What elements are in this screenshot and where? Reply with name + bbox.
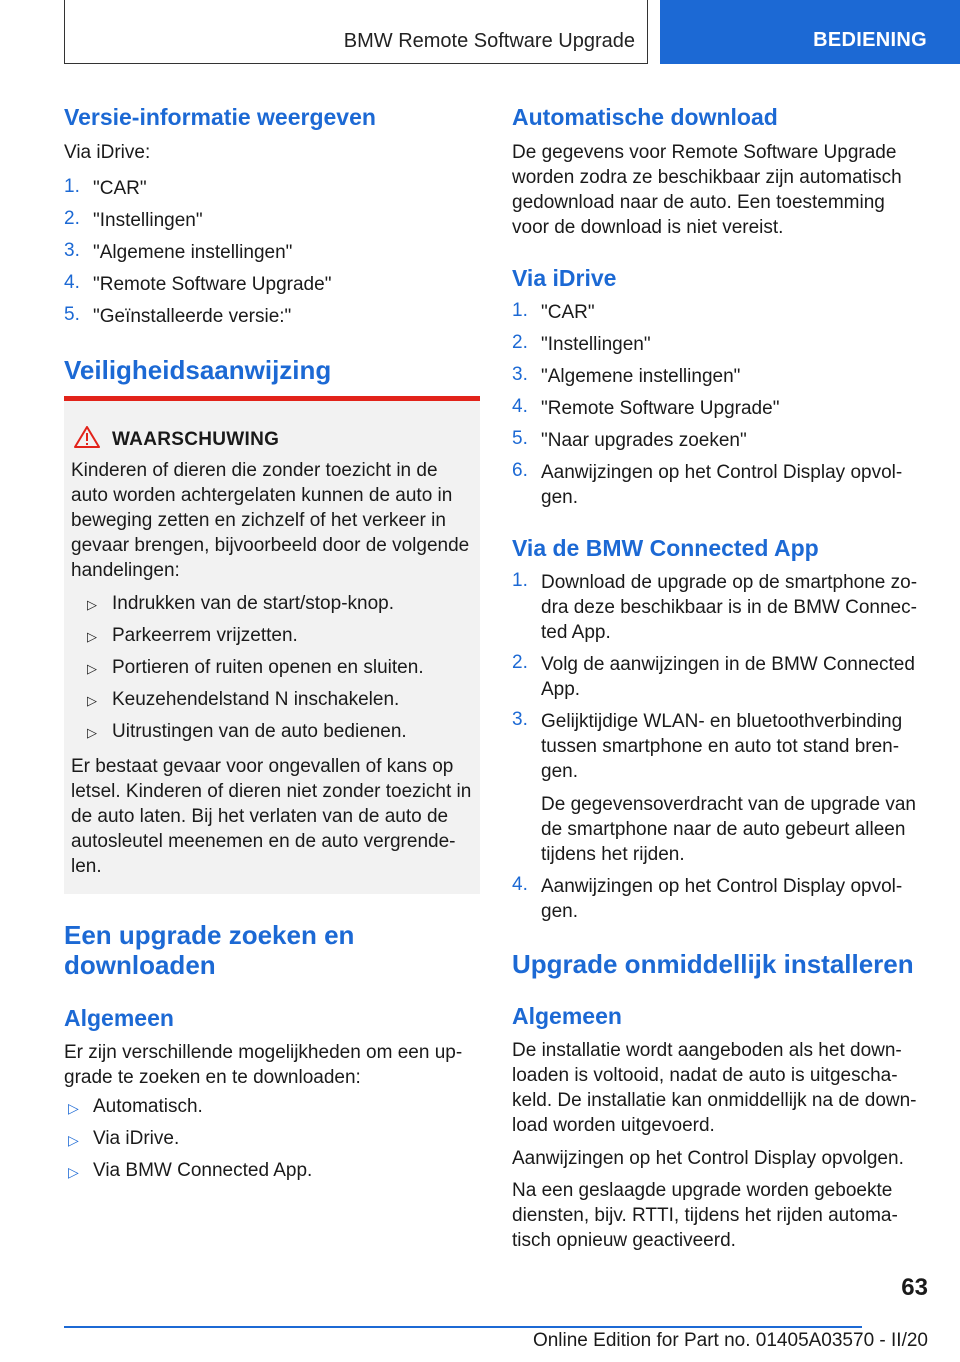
step-text: "CAR" <box>541 302 595 323</box>
intro-text: Via iDrive: <box>64 142 151 163</box>
list-item <box>71 721 474 746</box>
footer-edition: Online Edition for Part no. 01405A03570 - II/20 <box>532 1330 928 1351</box>
step-number: 4. <box>512 874 528 895</box>
list-item <box>64 1160 480 1185</box>
triangle-bullet-icon: ▷ <box>87 725 97 740</box>
heading-safety: Veiligheidsaanwijzing <box>64 355 332 385</box>
list-item <box>71 593 474 618</box>
heading-search-upgrade: Een upgrade zoeken en downloaden <box>64 920 355 980</box>
install-text-1: De installatie wordt aangeboden als het down-loaden is voltooid, nadat de auto is uitgescha-keld. De installatie kan onmiddellijk na de down-load worden uitgevoerd. <box>512 1040 917 1136</box>
list-item <box>71 689 474 714</box>
list-item <box>64 272 480 297</box>
subheading-general: Algemeen <box>64 1005 174 1031</box>
warning-triangle-icon <box>74 426 100 448</box>
step-text: "Remote Software Upgrade" <box>93 274 332 295</box>
triangle-bullet-icon: ▷ <box>87 693 97 708</box>
step-text: Download de upgrade op de smartphone zo-dra deze beschikbaar is in de BMW Connec-ted App. <box>541 572 918 643</box>
header-title-box <box>64 0 648 64</box>
triangle-bullet-icon: ▷ <box>68 1164 79 1180</box>
list-item <box>512 652 920 702</box>
step-text: Volg de aanwijzingen in de BMW Connected App. <box>541 654 915 700</box>
bullet-text: Keuzehendelstand N inschakelen. <box>112 689 400 710</box>
heading-connected-app: Via de BMW Connected App <box>512 535 819 561</box>
list-item <box>512 874 920 924</box>
list-item <box>64 304 480 329</box>
bullet-text: Portieren of ruiten openen en sluiten. <box>112 657 424 678</box>
warning-title: WAARSCHUWING <box>112 429 280 450</box>
section-tab <box>660 0 960 64</box>
list-item <box>64 1096 480 1121</box>
warning-footer: Er bestaat gevaar voor ongevallen of kans op letsel. Kinderen of dieren niet zonder toezicht in de auto laten. Bij het verlaten van de auto de autosleutel meenemen en de auto vergrende-len. <box>71 756 472 877</box>
triangle-bullet-icon: ▷ <box>87 597 97 612</box>
subheading-general: Algemeen <box>512 1003 622 1029</box>
warning-box <box>64 396 480 894</box>
list-item <box>512 300 920 325</box>
step-text: "Remote Software Upgrade" <box>541 398 780 419</box>
list-item <box>512 396 920 421</box>
page-number: 63 <box>901 1274 928 1301</box>
step-number: 2. <box>64 208 80 229</box>
heading-version-info: Versie-informatie weergeven <box>64 104 376 130</box>
step-text: "Instellingen" <box>93 210 203 231</box>
step-number: 1. <box>64 176 80 197</box>
heading-install-now: Upgrade onmiddellijk installeren <box>512 949 914 979</box>
step-number: 2. <box>512 652 528 673</box>
bullet-text: Indrukken van de start/stop-knop. <box>112 593 394 614</box>
step-number: 1. <box>512 570 528 591</box>
step-text: "CAR" <box>93 178 147 199</box>
general-text: Er zijn verschillende mogelijkheden om een up-grade te zoeken en te downloaden: <box>64 1042 463 1088</box>
triangle-bullet-icon: ▷ <box>68 1100 79 1116</box>
step-text: "Geïnstalleerde versie:" <box>93 306 292 327</box>
triangle-bullet-icon: ▷ <box>87 629 97 644</box>
list-item <box>64 240 480 265</box>
install-text-3: Na een geslaagde upgrade worden geboekte diensten, bijv. RTTI, tijdens het rijden automa-tisch opnieuw geactiveerd. <box>512 1180 898 1251</box>
auto-download-text: De gegevens voor Remote Software Upgrade worden zodra ze beschikbaar zijn automatisch gedownload naar de auto. Een toestemming voor de download is niet vereist. <box>512 142 902 238</box>
triangle-bullet-icon: ▷ <box>68 1132 79 1148</box>
list-item <box>512 332 920 357</box>
list-item <box>512 570 920 645</box>
step-text: Aanwijzingen op het Control Display opvol-gen. <box>541 876 903 922</box>
list-item <box>512 428 920 453</box>
step-number: 4. <box>64 272 80 293</box>
step-number: 3. <box>512 364 528 385</box>
list-item <box>512 364 920 389</box>
list-item <box>71 657 474 682</box>
footer-divider <box>64 1326 862 1328</box>
list-item <box>71 625 474 650</box>
step-number: 3. <box>64 240 80 261</box>
list-item <box>64 1128 480 1153</box>
bullet-text: Uitrustingen van de auto bedienen. <box>112 721 407 742</box>
list-item <box>512 460 920 510</box>
heading-auto-download: Automatische download <box>512 104 778 130</box>
list-item <box>64 208 480 233</box>
step-text: "Instellingen" <box>541 334 651 355</box>
step-text: Aanwijzingen op het Control Display opvol-gen. <box>541 462 903 508</box>
step-number: 6. <box>512 460 528 481</box>
step-text: "Algemene instellingen" <box>541 366 741 387</box>
warning-body: Kinderen of dieren die zonder toezicht in de auto worden achtergelaten kunnen de auto in beweging zetten en zichzelf of het verkeer in gevaar brengen, bijvoorbeeld door de volgende handelingen: <box>71 460 470 581</box>
triangle-bullet-icon: ▷ <box>87 661 97 676</box>
step-text: "Naar upgrades zoeken" <box>541 430 747 451</box>
list-item <box>512 709 920 784</box>
bullet-text: Via BMW Connected App. <box>93 1160 313 1181</box>
step-number: 2. <box>512 332 528 353</box>
step-number: 5. <box>512 428 528 449</box>
section-label: BEDIENING <box>813 29 927 51</box>
step-number: 5. <box>64 304 80 325</box>
warning-header <box>71 425 474 451</box>
step-number: 3. <box>512 709 528 730</box>
list-item <box>64 176 480 201</box>
step-number: 1. <box>512 300 528 321</box>
step-text: "Algemene instellingen" <box>93 242 293 263</box>
install-text-2: Aanwijzingen op het Control Display opvolgen. <box>512 1148 904 1169</box>
step-number: 4. <box>512 396 528 417</box>
list-item-note <box>512 792 920 867</box>
bullet-text: Automatisch. <box>93 1096 203 1117</box>
bullet-text: Parkeerrem vrijzetten. <box>112 625 298 646</box>
step-text: Gelijktijdige WLAN- en bluetoothverbinding tussen smartphone en auto tot stand bren-gen. <box>541 711 903 782</box>
bullet-text: Via iDrive. <box>93 1128 180 1149</box>
heading-via-idrive: Via iDrive <box>512 265 617 291</box>
step-note: De gegevensoverdracht van de upgrade van de smartphone naar de auto gebeurt alleen tijdens het rijden. <box>541 794 916 865</box>
header-title: BMW Remote Software Upgrade <box>343 30 635 52</box>
